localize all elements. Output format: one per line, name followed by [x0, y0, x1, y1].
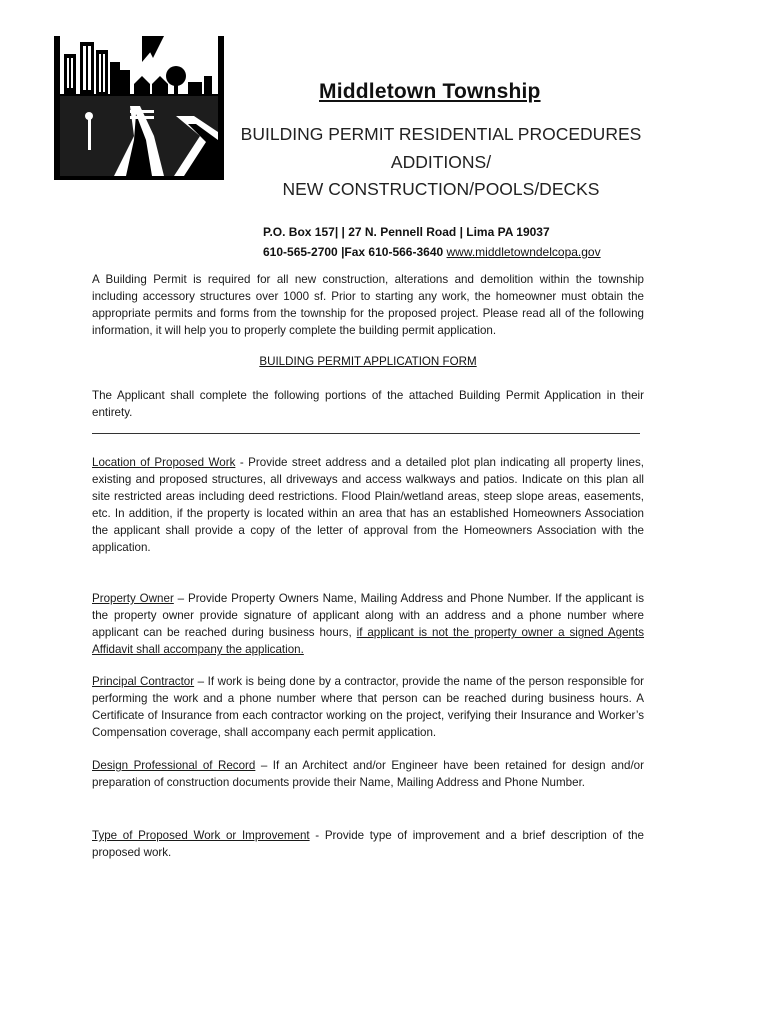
township-logo — [54, 36, 224, 180]
location-text: - Provide street address and a detailed plot plan indicating all property lines, existing and proposed structures, all driveways and access walkways and patios. Indicate on this plan all site restricted areas including deed restrictions. Flood Plain/wetland areas, steep slope areas, easements, etc. In addition, if the property is located within an area that has an established Homeowners Association the applicant shall provide a copy of the letter of approval from the Homeowners Association with the application. — [92, 456, 645, 554]
work-type-heading: Type of Proposed Work or Improvement — [92, 829, 310, 842]
document-subtitle — [236, 121, 646, 204]
owner-affidavit-note: if applicant is not the property owner a signed Agents Affidavit shall accompany the application. — [92, 626, 644, 656]
work-type-text: - Provide type of improvement and a brief description of the proposed work. — [92, 829, 644, 859]
page-title: Middletown Township — [319, 80, 541, 103]
location-section — [92, 454, 644, 556]
website-link[interactable]: www.middletowndelcopa.gov — [446, 245, 601, 259]
subtitle-line-1: BUILDING PERMIT RESIDENTIAL PROCEDURES — [240, 124, 642, 144]
applicant-paragraph: The Applicant shall complete the following portions of the attached Building Permit Application in their entirety. — [92, 389, 644, 419]
design-text: – If an Architect and/or Engineer have been retained for design and/or preparation of construction documents provide their Name, Mailing Address and Phone Number. — [92, 759, 644, 789]
design-heading: Design Professional of Record — [92, 759, 256, 772]
subtitle-line-3: NEW CONSTRUCTION/POOLS/DECKS — [282, 179, 600, 199]
intro-paragraph: A Building Permit is required for all new construction, alterations and demolition within the township including accessory structures over 1000 sf. Prior to starting any work, the homeowner must obtain the appropriate permits and forms from the township for the proposed project. Please read all of the following information, it will help you to properly complete the building permit application. — [92, 273, 644, 337]
phone-fax: 610-565-2700 |Fax 610-566-3640 — [263, 245, 444, 259]
contractor-text: – If work is being done by a contractor, provide the name of the person responsible for performing the work and a phone number where that person can be reached during business hours. A Certificate of Insurance from each contractor working on the project, verifying their Insurance and Worker’s Compensation coverage, shall accompany each permit application. — [92, 675, 645, 739]
logo-graphic — [54, 36, 224, 180]
contact-block — [263, 222, 601, 262]
subtitle-line-2: ADDITIONS/ — [390, 151, 492, 172]
phone-line — [263, 242, 601, 262]
contractor-section — [92, 673, 644, 741]
owner-section — [92, 590, 644, 658]
contractor-heading: Principal Contractor — [92, 675, 195, 688]
design-section — [92, 757, 644, 791]
form-heading: BUILDING PERMIT APPLICATION FORM — [259, 355, 477, 368]
address-line: P.O. Box 157| | 27 N. Pennell Road | Lima PA 19037 — [263, 225, 550, 239]
divider — [92, 433, 640, 434]
owner-heading: Property Owner — [92, 592, 174, 605]
location-heading: Location of Proposed Work — [92, 456, 236, 469]
owner-text: – Provide Property Owners Name, Mailing Address and Phone Number. If the applicant is the property owner provide signature of applicant along with an address and a phone number where applicant can be reached during business hours, — [92, 592, 644, 639]
work-type-section — [92, 827, 644, 861]
